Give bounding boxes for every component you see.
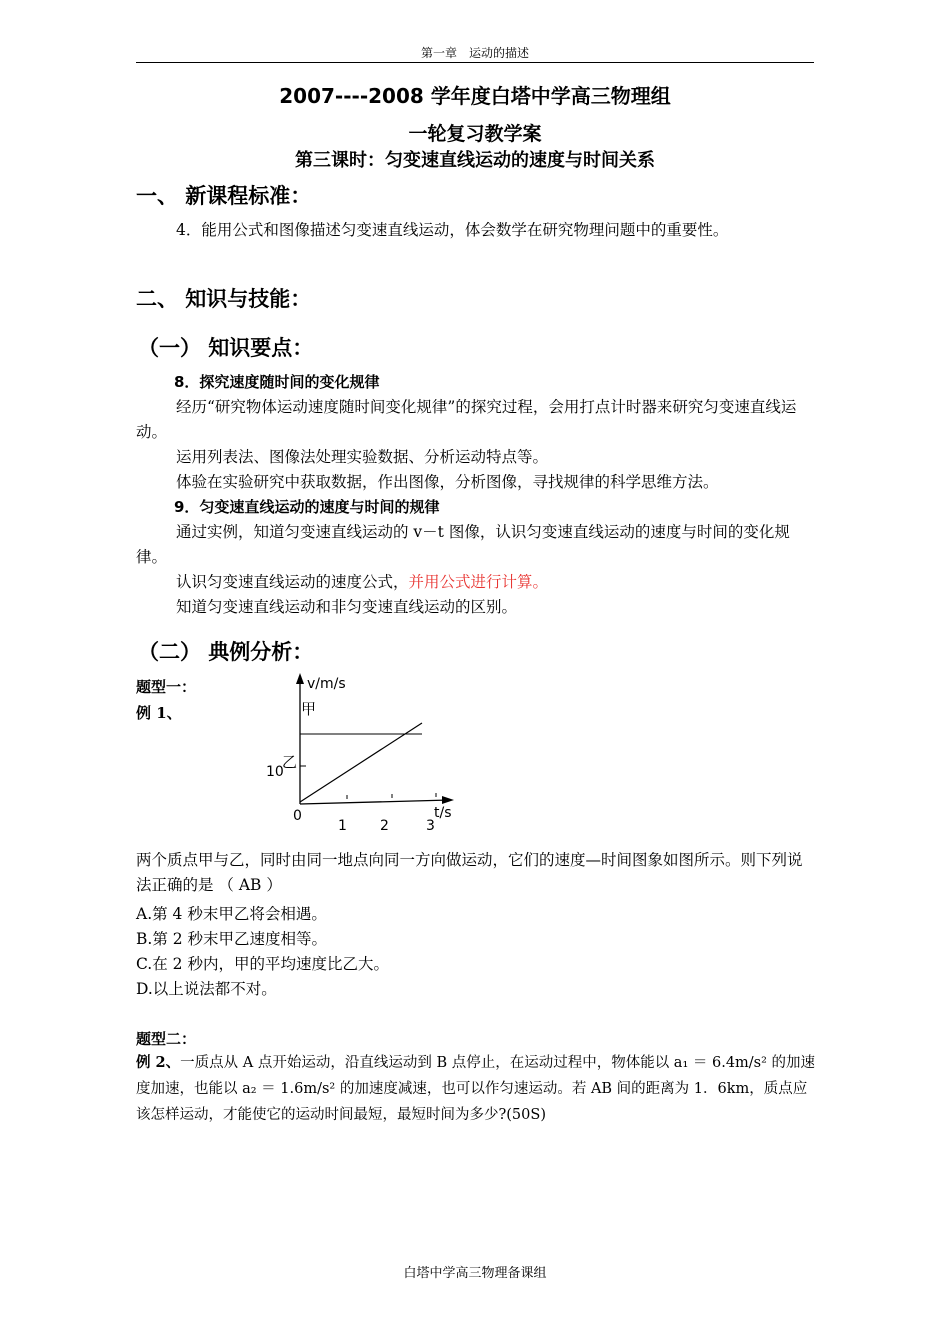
option-c: C.在 2 秒内，甲的平均速度比乙大。 <box>136 955 389 973</box>
example-2 <box>136 1050 816 1128</box>
option-a: A.第 4 秒末甲乙将会相遇。 <box>136 905 327 923</box>
origin-label: 0 <box>293 808 302 824</box>
x-axis-arrow <box>442 796 454 804</box>
doc-subtitle: 一轮复习教学案 <box>408 123 542 145</box>
item8-para1: 经历“研究物体运动速度随时间变化规律”的探究过程，会用打点计时器来研究匀变速直线运动。 <box>136 398 797 441</box>
question-type-2: 题型二： <box>136 1030 197 1048</box>
lesson-title: 第三课时：匀变速直线运动的速度与时间关系 <box>295 150 655 171</box>
question-type-1: 题型一： <box>136 678 197 696</box>
doc-title: 2007----2008 学年度白塔中学高三物理组 <box>279 84 671 108</box>
item9-title: 9．匀变速直线运动的速度与时间的规律 <box>174 498 440 516</box>
item9-para1: 通过实例，知道匀变速直线运动的 v－t 图像，认识匀变速直线运动的速度与时间的变化规律。 <box>136 523 790 566</box>
velocity-time-graph <box>250 668 470 838</box>
item9-para2: 认识匀变速直线运动的速度公式，并用公式进行计算。 <box>176 573 549 591</box>
item8-title: 8．探究速度随时间的变化规律 <box>174 373 380 391</box>
option-d: D.以上说法都不对。 <box>136 980 277 998</box>
item9-para3: 知道匀变速直线运动和非匀变速直线运动的区别。 <box>176 598 518 616</box>
subsection-heading-examples: （二） 典例分析： <box>138 640 314 664</box>
page-header: 第一章 运动的描述 <box>420 46 529 60</box>
x-tick-label-1: 1 <box>338 818 347 834</box>
example-1-text: 两个质点甲与乙，同时由同一地点向同一方向做运动，它们的速度—时间图象如图所示。则下列说法正确的是 （ AB ） <box>136 851 803 894</box>
series-jia-label: 甲 <box>301 700 317 718</box>
x-axis <box>300 800 450 804</box>
option-b: B.第 2 秒末甲乙速度相等。 <box>136 930 328 948</box>
x-axis-label: t/s <box>434 805 452 821</box>
item8-para3: 体验在实验研究中获取数据，作出图像，分析图像，寻找规律的科学思维方法。 <box>176 473 719 491</box>
section-heading-standards: 一、 新课程标准： <box>136 184 312 208</box>
series-yi-label: 乙 <box>282 753 298 771</box>
header-rule <box>136 62 814 63</box>
item8-para2: 运用列表法、图像法处理实验数据、分析运动特点等。 <box>176 448 549 466</box>
section-heading-skills: 二、 知识与技能： <box>136 287 312 311</box>
standards-text: 4．能用公式和图像描述匀变速直线运动，体会数学在研究物理问题中的重要性。 <box>176 221 729 239</box>
series-yi-line <box>300 723 422 802</box>
x-tick-label-2: 2 <box>380 818 389 834</box>
subsection-heading-knowledge: （一） 知识要点： <box>138 336 314 360</box>
page-footer: 白塔中学高三物理备课组 <box>403 1266 547 1281</box>
x-tick-label-3: 3 <box>426 818 435 834</box>
example-2-text: 一质点从 A 点开始运动，沿直线运动到 B 点停止，在运动过程中，物体能以 a₁ ＝ 6.4m/s² 的加速度加速，也能以 a₂ ＝ 1.6m/s² 的加速度减速，也可以作匀速运动。若 AB 间的距离为 1．6km，质点应该怎样运动，才能使它的运动时间最短，最短时间为多少?(50S) <box>136 1055 816 1123</box>
example-2-label: 例 2、 <box>136 1054 181 1071</box>
highlighted-text: 并用公式进行计算。 <box>408 573 549 591</box>
y-tick-label: 10 <box>266 764 284 780</box>
example-1-label: 例 1、 <box>136 704 182 722</box>
y-axis-arrow <box>296 673 304 684</box>
y-axis-label: v/m/s <box>307 676 346 692</box>
